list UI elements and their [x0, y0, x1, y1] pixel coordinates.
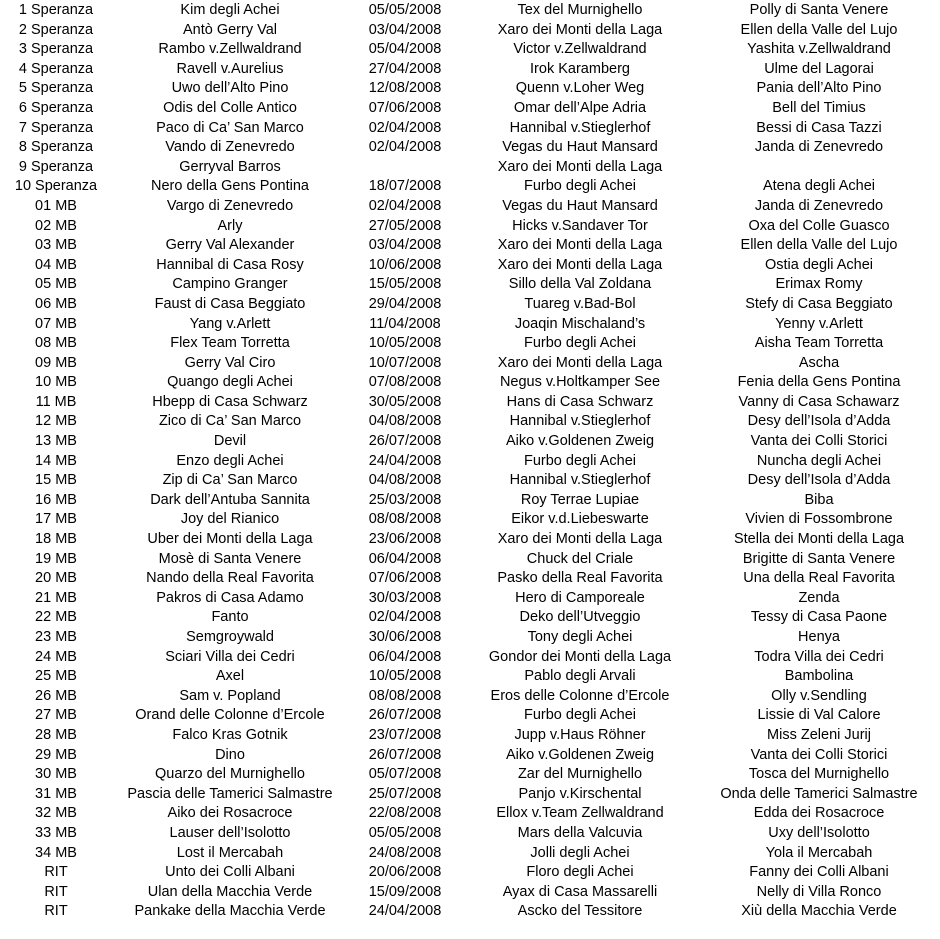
table-row: [0, 295, 940, 315]
dam-cell: Janda di Zenevredo: [754, 139, 884, 156]
dog-name-cell: Semgroywald: [186, 629, 274, 645]
table-row: [0, 863, 940, 883]
dog-name-cell: Nero della Gens Pontina: [151, 178, 309, 195]
dog-name-cell: Vargo di Zenevredo: [166, 197, 294, 214]
class-cell: 33 MB: [35, 824, 77, 841]
class-cell: 4 Speranza: [18, 60, 94, 77]
table-row: [0, 256, 940, 276]
dam-cell: Uxy dell’Isolotto: [768, 824, 870, 841]
birth-date-cell: 15/09/2008: [368, 883, 442, 900]
birth-date-cell: 23/07/2008: [368, 726, 442, 743]
dam-cell: Ascha: [798, 354, 840, 371]
dam-cell: Atena degli Achei: [762, 178, 876, 195]
table-row: [0, 21, 940, 41]
sire-cell: Aiko v.Goldenen Zweig: [505, 433, 655, 450]
table-row: [0, 608, 940, 628]
table-row: [0, 158, 940, 178]
sire-cell: Vegas du Haut Mansard: [502, 197, 658, 214]
sire-cell: Furbo degli Achei: [523, 178, 637, 195]
dam-cell: Janda di Zenevredo: [754, 197, 884, 214]
dog-name-cell: Zip di Ca’ San Marco: [162, 472, 298, 489]
class-cell: 26 MB: [35, 687, 77, 704]
dog-name-cell: Falco Kras Gotnik: [172, 726, 288, 743]
dog-name-cell: Vando di Zenevredo: [165, 139, 295, 156]
sire-cell: Mars della Valcuvia: [517, 824, 643, 841]
dam-cell: Vanta dei Colli Storici: [750, 433, 888, 450]
dog-name-cell: Antò Gerry Val: [182, 21, 278, 38]
dam-cell: Olly v.Sendling: [771, 687, 867, 704]
table-row: [0, 804, 940, 824]
dog-name-cell: Flex Team Torretta: [170, 335, 290, 352]
class-cell: 14 MB: [35, 452, 77, 469]
birth-date-cell: 07/06/2008: [368, 570, 442, 587]
dam-cell: [698, 158, 940, 178]
sire-cell: Xaro dei Monti della Laga: [497, 21, 663, 38]
sire-cell: Ellox v.Team Zellwaldrand: [496, 805, 664, 822]
dam-cell: Tessy di Casa Paone: [750, 609, 888, 626]
class-cell: 19 MB: [35, 550, 77, 567]
birth-date-cell: 27/04/2008: [368, 60, 442, 77]
dog-name-cell: Campino Granger: [172, 276, 288, 293]
dam-cell: Erimax Romy: [775, 276, 863, 293]
dog-name-cell: Paco di Ca’ San Marco: [156, 119, 304, 136]
class-cell: 24 MB: [35, 648, 77, 665]
class-cell: 08 MB: [35, 335, 77, 352]
table-body: [0, 1, 940, 922]
class-cell: 11 MB: [35, 393, 77, 410]
class-cell: 25 MB: [35, 668, 77, 685]
dam-cell: Henya: [798, 629, 840, 645]
dam-cell: Nuncha degli Achei: [756, 452, 882, 469]
birth-date-cell: 30/03/2008: [368, 589, 442, 606]
birth-date-cell: 02/04/2008: [368, 609, 442, 626]
birth-date-cell: 10/06/2008: [368, 256, 442, 273]
dog-name-cell: Faust di Casa Beggiato: [154, 295, 306, 312]
birth-date-cell: 29/04/2008: [368, 295, 442, 312]
table-row: [0, 452, 940, 472]
dog-name-cell: Aiko dei Rosacroce: [167, 805, 293, 822]
table-row: [0, 824, 940, 844]
birth-date-cell: 05/05/2008: [368, 2, 442, 18]
dog-name-cell: Pascia delle Tamerici Salmastre: [127, 785, 333, 802]
dog-name-cell: Mosè di Santa Venere: [158, 550, 302, 567]
birth-date-cell: 25/07/2008: [368, 785, 442, 802]
sire-cell: Tony degli Achei: [527, 629, 633, 645]
dam-cell: Brigitte di Santa Venere: [742, 550, 896, 567]
table-row: [0, 471, 940, 491]
class-cell: 06 MB: [35, 295, 77, 312]
dam-cell: Vanta dei Colli Storici: [750, 746, 888, 763]
class-cell: 28 MB: [35, 726, 77, 743]
sire-cell: Victor v.Zellwaldrand: [513, 41, 647, 58]
class-cell: 12 MB: [35, 413, 77, 430]
table-row: [0, 569, 940, 589]
table-row: [0, 412, 940, 432]
dog-name-cell: Yang v.Arlett: [189, 315, 271, 332]
birth-date-cell: 05/05/2008: [368, 824, 442, 841]
sire-cell: Xaro dei Monti della Laga: [497, 237, 663, 254]
table-row: [0, 119, 940, 139]
sire-cell: Chuck del Criale: [526, 550, 634, 567]
dog-name-cell: Gerryval Barros: [179, 158, 281, 175]
birth-date-cell: 24/08/2008: [368, 844, 442, 861]
birth-date-cell: 07/08/2008: [368, 374, 442, 391]
dam-cell: Vivien di Fossombrone: [745, 511, 893, 528]
dog-name-cell: Axel: [215, 668, 245, 685]
table-row: [0, 79, 940, 99]
dam-cell: Vanny di Casa Schawarz: [738, 393, 900, 410]
table-row: [0, 667, 940, 687]
birth-date-cell: 02/04/2008: [368, 197, 442, 214]
sire-cell: Xaro dei Monti della Laga: [497, 354, 663, 371]
dam-cell: Ellen della Valle del Lujo: [740, 237, 898, 254]
table-row: [0, 138, 940, 158]
table-row: [0, 687, 940, 707]
sire-cell: Furbo degli Achei: [523, 707, 637, 724]
sire-cell: Sillo della Val Zoldana: [508, 276, 652, 293]
sire-cell: Hicks v.Sandaver Tor: [512, 217, 648, 234]
dog-name-cell: Arly: [217, 217, 243, 234]
class-cell: 8 Speranza: [18, 139, 94, 156]
table-row: [0, 99, 940, 119]
class-cell: 31 MB: [35, 785, 77, 802]
birth-date-cell: 20/06/2008: [368, 864, 442, 881]
dog-name-cell: Kim degli Achei: [180, 2, 280, 18]
table-row: [0, 315, 940, 335]
birth-date-cell: 10/05/2008: [368, 335, 442, 352]
dam-cell: Desy dell’Isola d’Adda: [747, 472, 891, 489]
birth-date-cell: 26/07/2008: [368, 707, 442, 724]
class-cell: 10 Speranza: [14, 178, 98, 195]
table-row: [0, 785, 940, 805]
class-cell: 01 MB: [35, 197, 77, 214]
dog-name-cell: Lost il Mercabah: [176, 844, 284, 861]
class-cell: 23 MB: [35, 629, 77, 645]
dam-cell: Nelly di Villa Ronco: [756, 883, 882, 900]
dog-name-cell: Orand delle Colonne d’Ercole: [135, 707, 325, 724]
dam-cell: Bell del Timius: [772, 99, 866, 116]
birth-date-cell: 03/04/2008: [368, 237, 442, 254]
table-row: [0, 236, 940, 256]
class-cell: 5 Speranza: [18, 80, 94, 97]
sire-cell: Hero di Camporeale: [515, 589, 645, 606]
sire-cell: Panjo v.Kirschental: [518, 785, 642, 802]
sire-cell: Hannibal v.Stieglerhof: [509, 472, 651, 489]
class-cell: 27 MB: [35, 707, 77, 724]
sire-cell: Zar del Murnighello: [517, 766, 643, 783]
class-cell: 7 Speranza: [18, 119, 94, 136]
sire-cell: Hannibal v.Stieglerhof: [509, 413, 651, 430]
dam-cell: Lissie di Val Calore: [757, 707, 881, 724]
birth-date-cell: 18/07/2008: [368, 178, 442, 195]
dog-name-cell: Enzo degli Achei: [176, 452, 284, 469]
dam-cell: Stefy di Casa Beggiato: [745, 295, 893, 312]
dam-cell: Todra Villa dei Cedri: [754, 648, 884, 665]
class-cell: 09 MB: [35, 354, 77, 371]
dog-name-cell: Zico di Ca’ San Marco: [158, 413, 302, 430]
birth-date-cell: [348, 158, 462, 178]
birth-date-cell: 06/04/2008: [368, 648, 442, 665]
dog-name-cell: Odis del Colle Antico: [163, 99, 297, 116]
dam-cell: Desy dell’Isola d’Adda: [747, 413, 891, 430]
table-row: [0, 628, 940, 648]
birth-date-cell: 11/04/2008: [369, 315, 441, 332]
class-cell: 6 Speranza: [18, 99, 94, 116]
birth-date-cell: 05/07/2008: [368, 766, 442, 783]
table-row: [0, 217, 940, 237]
birth-date-cell: 26/07/2008: [368, 433, 442, 450]
class-cell: 22 MB: [35, 609, 77, 626]
sire-cell: Furbo degli Achei: [523, 335, 637, 352]
class-cell: 02 MB: [35, 217, 77, 234]
sire-cell: Joaqin Mischaland’s: [514, 315, 646, 332]
birth-date-cell: 06/04/2008: [368, 550, 442, 567]
sire-cell: Xaro dei Monti della Laga: [497, 256, 663, 273]
table-row: [0, 275, 940, 295]
table-row: [0, 844, 940, 864]
birth-date-cell: 30/05/2008: [368, 393, 442, 410]
table-row: [0, 60, 940, 80]
dog-name-cell: Sciari Villa dei Cedri: [165, 648, 295, 665]
dog-name-cell: Joy del Rianico: [180, 511, 280, 528]
sire-cell: Jolli degli Achei: [530, 844, 630, 861]
birth-date-cell: 26/07/2008: [368, 746, 442, 763]
table-row: [0, 550, 940, 570]
sire-cell: Aiko v.Goldenen Zweig: [505, 746, 655, 763]
dam-cell: Bessi di Casa Tazzi: [756, 119, 882, 136]
class-cell: 29 MB: [35, 746, 77, 763]
birth-date-cell: 02/04/2008: [368, 139, 442, 156]
sire-cell: Ayax di Casa Massarelli: [502, 883, 658, 900]
table-row: [0, 354, 940, 374]
sire-cell: Omar dell’Alpe Adria: [513, 99, 647, 116]
class-cell: 16 MB: [35, 491, 77, 508]
sire-cell: Roy Terrae Lupiae: [520, 491, 640, 508]
birth-date-cell: 15/05/2008: [368, 276, 442, 293]
dog-name-cell: Quango degli Achei: [167, 374, 293, 391]
table-row: [0, 726, 940, 746]
class-cell: 1 Speranza: [18, 2, 94, 18]
birth-date-cell: 27/05/2008: [368, 217, 442, 234]
dam-cell: Oxa del Colle Guasco: [748, 217, 890, 234]
sire-cell: Quenn v.Loher Weg: [515, 80, 645, 97]
dam-cell: Pania dell’Alto Pino: [756, 80, 882, 97]
birth-date-cell: 12/08/2008: [368, 80, 442, 97]
dam-cell: Biba: [804, 491, 834, 508]
dog-name-cell: Gerry Val Alexander: [165, 237, 295, 254]
sire-cell: Hans di Casa Schwarz: [506, 393, 654, 410]
dog-name-cell: Dino: [215, 746, 245, 763]
sire-cell: Eikor v.d.Liebeswarte: [511, 511, 649, 528]
class-cell: 30 MB: [35, 766, 77, 783]
class-cell: 13 MB: [35, 433, 77, 450]
dog-name-cell: Nando della Real Favorita: [146, 570, 314, 587]
dog-name-cell: Gerry Val Ciro: [184, 354, 276, 371]
class-cell: 9 Speranza: [18, 158, 94, 175]
birth-date-cell: 25/03/2008: [368, 491, 442, 508]
dog-name-cell: Dark dell’Antuba Sannita: [150, 491, 310, 508]
sire-cell: Furbo degli Achei: [523, 452, 637, 469]
dam-cell: Ulme del Lagorai: [764, 60, 874, 77]
birth-date-cell: 23/06/2008: [368, 531, 442, 548]
dam-cell: Ostia degli Achei: [764, 256, 873, 273]
class-cell: 20 MB: [35, 570, 77, 587]
birth-date-cell: 03/04/2008: [368, 21, 442, 38]
class-cell: 17 MB: [35, 511, 77, 528]
table-row: [0, 902, 940, 922]
table-row: [0, 765, 940, 785]
birth-date-cell: 24/04/2008: [368, 903, 442, 920]
table-row: [0, 197, 940, 217]
class-cell: 04 MB: [35, 256, 77, 273]
dog-listing-table: [0, 1, 940, 922]
dam-cell: Yenny v.Arlett: [775, 315, 863, 332]
table-row: [0, 1, 940, 21]
dam-cell: Zenda: [798, 589, 840, 606]
dog-name-cell: Ravell v.Aurelius: [176, 60, 284, 77]
dam-cell: Fanny dei Colli Albani: [749, 864, 889, 881]
dog-name-cell: Fanto: [211, 609, 249, 626]
dam-cell: Yola il Mercabah: [765, 844, 873, 861]
sire-cell: Xaro dei Monti della Laga: [497, 158, 663, 175]
table-row: [0, 177, 940, 197]
table-row: [0, 432, 940, 452]
sire-cell: Gondor dei Monti della Laga: [488, 648, 672, 665]
dam-cell: Bambolina: [784, 668, 854, 685]
sire-cell: Tuareg v.Bad-Bol: [524, 295, 636, 312]
table-row: [0, 393, 940, 413]
sire-cell: Irok Karamberg: [530, 60, 630, 77]
sire-cell: Pasko della Real Favorita: [497, 570, 663, 587]
dog-name-cell: Devil: [213, 433, 247, 450]
class-cell: RIT: [44, 903, 68, 920]
class-cell: 32 MB: [35, 805, 77, 822]
table-row: [0, 40, 940, 60]
sire-cell: Negus v.Holtkamper See: [499, 374, 661, 391]
dam-cell: Yashita v.Zellwaldrand: [747, 41, 891, 58]
birth-date-cell: 22/08/2008: [368, 805, 442, 822]
sire-cell: Floro degli Achei: [526, 864, 634, 881]
table-row: [0, 706, 940, 726]
dog-name-cell: Lauser dell’Isolotto: [169, 824, 291, 841]
birth-date-cell: 10/05/2008: [368, 668, 442, 685]
dam-cell: Polly di Santa Venere: [749, 2, 889, 18]
birth-date-cell: 04/08/2008: [368, 472, 442, 489]
sire-cell: Pablo degli Arvali: [524, 668, 636, 685]
dam-cell: Onda delle Tamerici Salmastre: [720, 785, 918, 802]
sire-cell: Hannibal v.Stieglerhof: [509, 119, 651, 136]
sire-cell: Deko dell’Utveggio: [519, 609, 641, 626]
dog-name-cell: Hannibal di Casa Rosy: [156, 256, 304, 273]
table-row: [0, 746, 940, 766]
class-cell: 10 MB: [35, 374, 77, 391]
birth-date-cell: 05/04/2008: [368, 41, 442, 58]
birth-date-cell: 02/04/2008: [368, 119, 442, 136]
dam-cell: Fenia della Gens Pontina: [737, 374, 901, 391]
class-cell: RIT: [44, 883, 68, 900]
table-row: [0, 334, 940, 354]
table-row: [0, 530, 940, 550]
dam-cell: Edda dei Rosacroce: [753, 805, 885, 822]
class-cell: 2 Speranza: [18, 21, 94, 38]
dog-name-cell: Uber dei Monti della Laga: [147, 531, 313, 548]
birth-date-cell: 08/08/2008: [368, 687, 442, 704]
class-cell: 34 MB: [35, 844, 77, 861]
sire-cell: Xaro dei Monti della Laga: [497, 531, 663, 548]
dog-name-cell: Pakros di Casa Adamo: [156, 589, 304, 606]
dog-name-cell: Ulan della Macchia Verde: [147, 883, 313, 900]
dam-cell: Tosca del Murnighello: [748, 766, 890, 783]
class-cell: 03 MB: [35, 237, 77, 254]
class-cell: 07 MB: [35, 315, 77, 332]
class-cell: RIT: [44, 864, 68, 881]
dog-name-cell: Quarzo del Murnighello: [155, 766, 305, 783]
sire-cell: Vegas du Haut Mansard: [502, 139, 658, 156]
table-row: [0, 648, 940, 668]
sire-cell: Eros delle Colonne d’Ercole: [490, 687, 670, 704]
table-row: [0, 883, 940, 903]
birth-date-cell: 10/07/2008: [368, 354, 442, 371]
dog-name-cell: Hbepp di Casa Schwarz: [152, 393, 308, 410]
birth-date-cell: 07/06/2008: [368, 99, 442, 116]
birth-date-cell: 08/08/2008: [368, 511, 442, 528]
dam-cell: Ellen della Valle del Lujo: [740, 21, 898, 38]
dam-cell: Miss Zeleni Jurij: [767, 726, 871, 743]
table-row: [0, 510, 940, 530]
dam-cell: Una della Real Favorita: [743, 570, 895, 587]
dog-name-cell: Pankake della Macchia Verde: [134, 903, 326, 920]
class-cell: 21 MB: [35, 589, 77, 606]
sire-cell: Ascko del Tessitore: [517, 903, 643, 920]
birth-date-cell: 04/08/2008: [368, 413, 442, 430]
sire-cell: Tex del Murnighello: [517, 2, 643, 18]
birth-date-cell: 24/04/2008: [368, 452, 442, 469]
class-cell: 18 MB: [35, 531, 77, 548]
dam-cell: Xiù della Macchia Verde: [741, 903, 897, 920]
dam-cell: Stella dei Monti della Laga: [733, 531, 905, 548]
dog-name-cell: Sam v. Popland: [179, 687, 281, 704]
class-cell: 05 MB: [35, 276, 77, 293]
dog-name-cell: Rambo v.Zellwaldrand: [158, 41, 302, 58]
table-row: [0, 589, 940, 609]
table-row: [0, 491, 940, 511]
dam-cell: Aisha Team Torretta: [754, 335, 884, 352]
dog-name-cell: Unto dei Colli Albani: [165, 864, 295, 881]
dog-name-cell: Uwo dell’Alto Pino: [171, 80, 289, 97]
sire-cell: Jupp v.Haus Röhner: [514, 726, 646, 743]
birth-date-cell: 30/06/2008: [368, 629, 442, 645]
class-cell: 3 Speranza: [18, 41, 94, 58]
table-row: [0, 373, 940, 393]
class-cell: 15 MB: [35, 472, 77, 489]
